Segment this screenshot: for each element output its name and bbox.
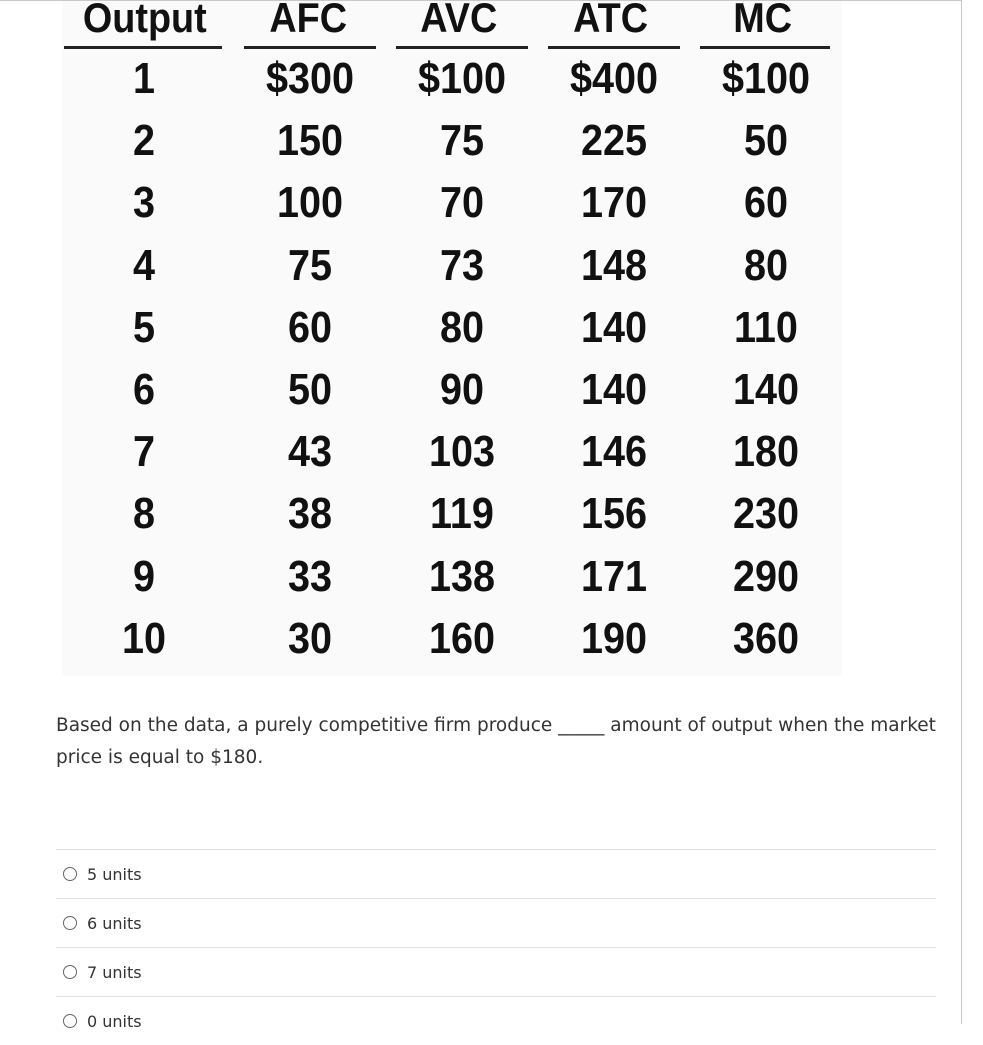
option-0-units[interactable] <box>56 996 936 1045</box>
table-cell-mc: 110 <box>734 302 798 352</box>
table-cell-avc: 75 <box>439 116 485 166</box>
radio-button-icon[interactable] <box>63 965 77 979</box>
table-cell-mc: 80 <box>743 240 789 290</box>
header-underline <box>396 46 528 49</box>
table-cell-mc: $100 <box>721 54 811 103</box>
table-cell-atc: 190 <box>580 613 648 663</box>
table-cell-atc: $400 <box>569 54 659 103</box>
table-cell-avc: 70 <box>439 178 485 228</box>
option-label: 7 units <box>87 962 142 982</box>
table-header-output: Output <box>82 0 207 41</box>
table-cell-afc: 38 <box>287 489 333 539</box>
table-cell-avc: 103 <box>428 427 496 477</box>
table-cell-afc: 33 <box>287 551 333 601</box>
table-header-atc: ATC <box>573 0 649 41</box>
table-cell-atc: 170 <box>580 178 648 228</box>
table-cell-afc: 60 <box>287 302 333 352</box>
table-cell-atc: 225 <box>580 116 648 166</box>
table-cell-mc: 60 <box>743 178 789 228</box>
radio-button-icon[interactable] <box>63 916 77 930</box>
table-header-afc: AFC <box>269 0 348 41</box>
option-5-units[interactable] <box>56 849 936 898</box>
table-cell-avc: 138 <box>428 551 496 601</box>
option-6-units[interactable] <box>56 898 936 947</box>
table-cell-avc: 80 <box>439 302 485 352</box>
question-text: Based on the data, a purely competitive firm produce _____ amount of output when the market price is equal to $180. <box>56 715 936 768</box>
table-cell-mc: 50 <box>743 116 789 166</box>
answer-options <box>56 849 936 1045</box>
table-cell-avc: 160 <box>428 613 496 663</box>
table-cell-output: 5 <box>132 302 156 352</box>
table-cell-atc: 146 <box>580 427 648 477</box>
table-cell-afc: 150 <box>276 116 344 166</box>
cost-table-image <box>62 1 842 676</box>
table-cell-output: 6 <box>132 365 156 414</box>
table-cell-afc: $300 <box>265 54 355 103</box>
table-cell-avc: 73 <box>439 240 485 290</box>
table-cell-mc: 230 <box>732 489 800 539</box>
header-underline <box>64 46 222 49</box>
radio-button-icon[interactable] <box>63 867 77 881</box>
table-cell-avc: 119 <box>430 489 494 539</box>
table-cell-output: 1 <box>132 54 156 103</box>
table-cell-afc: 100 <box>276 178 344 228</box>
table-cell-afc: 43 <box>287 427 333 477</box>
table-cell-output: 4 <box>132 240 156 290</box>
table-cell-output: 10 <box>121 613 167 663</box>
option-label: 6 units <box>87 913 142 933</box>
table-cell-atc: 140 <box>580 365 648 414</box>
header-underline <box>700 46 830 49</box>
header-underline <box>244 46 376 49</box>
table-cell-output: 8 <box>132 489 156 539</box>
table-cell-atc: 156 <box>580 489 648 539</box>
table-cell-afc: 50 <box>287 365 333 414</box>
table-cell-atc: 148 <box>580 240 648 290</box>
table-cell-avc: $100 <box>417 54 507 103</box>
table-cell-output: 2 <box>132 116 156 166</box>
table-cell-mc: 180 <box>732 427 800 477</box>
radio-button-icon[interactable] <box>63 1014 77 1028</box>
table-header-avc: AVC <box>420 0 498 41</box>
table-cell-output: 7 <box>132 427 156 477</box>
table-cell-atc: 140 <box>580 302 648 352</box>
table-cell-mc: 290 <box>732 551 800 601</box>
option-label: 0 units <box>87 1011 142 1031</box>
table-cell-atc: 171 <box>580 551 648 601</box>
table-cell-mc: 140 <box>732 365 800 414</box>
option-label: 5 units <box>87 864 142 884</box>
header-underline <box>548 46 680 49</box>
table-cell-output: 9 <box>132 551 156 601</box>
table-header-mc: MC <box>733 0 793 41</box>
table-cell-output: 3 <box>132 178 156 228</box>
table-cell-afc: 30 <box>287 613 333 663</box>
option-7-units[interactable] <box>56 947 936 996</box>
table-cell-avc: 90 <box>439 365 485 414</box>
table-cell-mc: 360 <box>732 613 800 663</box>
table-cell-afc: 75 <box>287 240 333 290</box>
